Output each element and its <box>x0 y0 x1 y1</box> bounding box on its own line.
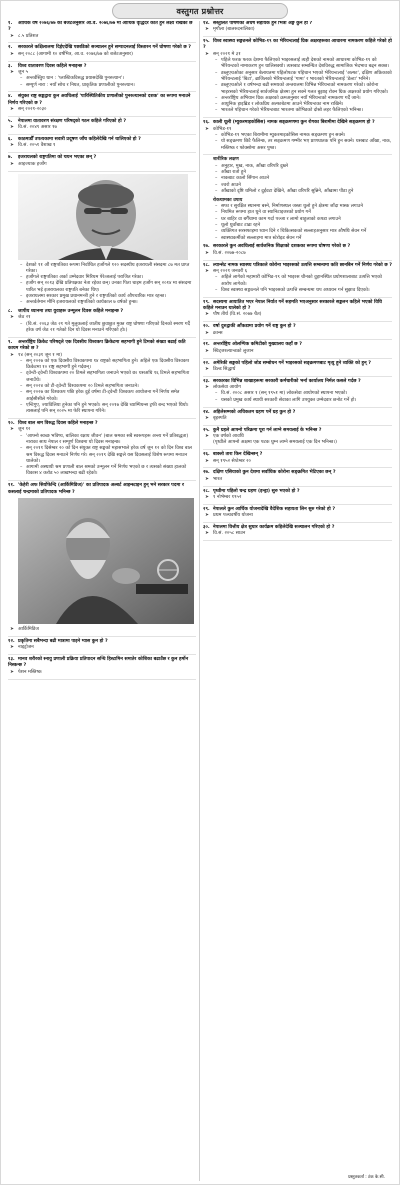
question-number: १९. <box>203 299 210 305</box>
bullet-note: – आँखाको दृष्टि धमिलो र दुईवटा देखिने, आँखा वरिपरि सुन्निने, आँखामा पीडा हुने <box>203 189 392 195</box>
question-number: ११. <box>8 483 15 489</box>
qa-item <box>203 342 392 355</box>
answer <box>8 52 196 58</box>
answer-text: वि.सं. २०५१ वैशाख १ <box>18 143 56 149</box>
divider <box>8 152 196 153</box>
answer <box>203 440 392 446</box>
question-text: जापीय ध्यानमा तथा युवाहरू उन्मूलन दिवस कहिले मनाइन्छ ? <box>18 309 124 315</box>
question <box>8 340 196 353</box>
answer-text: पौष तीर्थ (वि.सं. २०७७ चैत) <box>213 312 262 318</box>
arrow-icon: ➤ <box>205 494 209 500</box>
arrow-icon: ➤ <box>205 312 209 318</box>
qa-item <box>203 198 392 242</box>
divider <box>8 42 196 43</box>
arrow-icon: ➤ <box>205 27 209 33</box>
question-number: २१. <box>203 342 210 348</box>
answer <box>203 27 392 33</box>
qa-item <box>8 421 196 478</box>
qa-item <box>8 309 196 334</box>
question-number: २३. <box>203 378 210 384</box>
bullet-note: – सन् २०२४ को टी-ट्वेन्टी विश्वकपमा २० टिमले सहभागिता जनाउने। <box>8 384 196 390</box>
qa-item <box>203 470 392 483</box>
left-column <box>5 21 200 1181</box>
answer <box>8 34 196 40</box>
question-number: ३०. <box>203 524 210 530</box>
qa-item <box>8 155 196 168</box>
bullet-note: – विश्व स्वास्थ्य सङ्गठनले पनि भाइरसको उत्पत्ति सम्बन्धमा थप अध्ययन गर्न सुझाव दिएको। <box>203 288 392 294</box>
arrow-icon: ➤ <box>10 69 14 75</box>
qa-item <box>8 483 196 633</box>
question-text: 'केहेरी अफ सिर्योफेन्दि (आर्किमिडिज)' का प्रतिपादक अल्बर्ट आइन्स्टाइन हुन् भने सरकार पदमा र कसलाई चन्द्रमाको प्रतिपादक भनिन्छ ? <box>8 483 184 495</box>
question-number: ८. <box>8 309 13 315</box>
arrow-icon: ➤ <box>10 51 14 57</box>
divider <box>8 679 196 680</box>
question-number: १८. <box>203 262 210 268</box>
bullet-note: – आधुनिक हाइब्रिड र लोकप्रिय अल्फाबेटमा आउने भेरियन्टका नाम राखिने। <box>203 102 392 108</box>
divider <box>8 337 196 338</box>
question-text: इजरायलको राष्ट्रपतिमा को चयन भएका छन् ? <box>18 155 97 161</box>
answer <box>203 459 392 465</box>
qa-item <box>8 64 196 89</box>
question-text: सदस्यमा आयातित भएर नेपाल निर्यात गर्ने सहमति भएअनुसार सरकारले सङ्कलन कहिले भएको विधि कहिले मनाउन थालेको हो ? <box>203 299 382 312</box>
arrow-icon: ➤ <box>10 669 14 675</box>
question-text: सरकारले कक्षिलालमा दिईएदेखि पछाडिको सञ्चालन हुने सम्पादनलाई विस्तारन गर्ने घोषणा गरेको छ ? <box>18 45 191 51</box>
bullet-note: – हर्जोगले राष्ट्रपतिका अर्का उम्मेदवार मिरियम पेरेत्जलाई पराजित गरेका। <box>8 275 196 281</box>
answer <box>203 312 392 318</box>
question-text: विश्व बाल श्रम विरुद्ध दिवस कहिले मनाइन्छ ? <box>18 421 98 427</box>
arrow-icon: ➤ <box>10 33 14 39</box>
portrait-illustration <box>18 174 188 260</box>
bullet-note: – यो सङ्क्रमण छिटै फैलिन्छ, तर सङ्क्रमण गम्भीर भए प्राणघातक पनि हुन सक्ने। यसबाट आँखा, नाक, मस्तिष्क र फोक्सोमा असर पुग्छ। <box>203 139 392 152</box>
answer-text: क्रान्स <box>213 330 223 336</box>
qa-item <box>203 489 392 502</box>
arrow-icon: ➤ <box>205 385 209 391</box>
bullet-note: – नाकबाट कालो सिँगान आउने <box>203 176 392 182</box>
answer-text: सन् १९५२ सेप्टेम्बर २० <box>213 458 251 464</box>
answer-text: स्विट्जरल्यान्डको लुजान <box>213 348 254 354</box>
qa-item <box>203 120 392 151</box>
answer <box>8 627 196 633</box>
divider <box>8 91 196 92</box>
arrow-icon: ➤ <box>10 352 14 358</box>
divider <box>8 134 196 135</box>
bullet-note: – व्यक्तिगत सरसफाइमा ध्यान दिने र चिकित्सकको सल्लाहअनुसार मात्र औषधि सेवन गर्ने <box>203 229 392 235</box>
answer-text: भारत <box>213 476 223 482</box>
answer-text: मृगौला (बालरुदनालिका) <box>213 27 255 33</box>
divider <box>8 654 196 655</box>
divider <box>203 36 392 37</box>
question-text: वर्षा दुरुद्वाकी आँकडामा प्रयोग गर्ने राष्ट्र कुन हो ? <box>213 324 296 330</box>
question-text: कुनै ग्रहले आफ्नो परिक्रमा पूरा गर्न लाग्ने समयलाई के भनिन्छ ? <box>213 427 322 433</box>
qa-item <box>8 45 196 58</box>
bullet-note: – घर बाहिर वा बगैँचामा काम गर्दा पञ्जा र लामो बाहुलाको कपडा लगाउने <box>203 217 392 223</box>
question-text: नेपालले कुन आर्थिक योजनादेखि वैदेशिक सहायता लिन सुरु गरेको हो ? <box>213 506 336 512</box>
divider <box>203 339 392 340</box>
arrow-icon: ➤ <box>205 366 209 372</box>
answer <box>203 495 392 501</box>
divider <box>203 486 392 487</box>
arrow-icon: ➤ <box>205 434 209 440</box>
question-text: आर्थिक वर्ष २०७६/७७ को बजेटअनुसार आ.व. २०७६/७७ मा आर्थिक वृद्धिदर कति हुने लक्ष्य राखेको छ ? <box>8 21 193 33</box>
divider <box>203 260 392 261</box>
question-text: अमेरिकी सङ्घको पहिलो जोड सम्बोधन गर्ने भाइरसको सङ्क्रमणबाट मृत्यु हुने व्यक्ति को हुन् ? <box>213 360 371 366</box>
answer-text: नाइट्रोजन <box>18 645 34 651</box>
question-number: ३. <box>8 63 13 69</box>
bullet-note: – हर्जोग सन् २०१३ देखि प्रतिपक्षका नेता रहेका छन्। उनका पिता चाइम हर्जोग सन् २०१४ मा संसदमा पारित भई इजरायलका राष्ट्रपति बनेका थिए। <box>8 281 196 294</box>
qa-item <box>8 119 196 132</box>
bullet-note: – अन्तर्वर्तमान मौनि इजरायलको राष्ट्रपतिको कार्यकाल ७ वर्षको हुन्छ। <box>8 300 196 306</box>
answer <box>203 367 392 373</box>
bullet-note: – ट्वेन्टी-ट्वेन्टी विश्वकपमा २० टिमले सहभागिता जनाउने भएको छ। यसअघि १६ टिमले सहभागिता जनाउँथे। <box>8 371 196 384</box>
answer-text: डिल्ड सिद्धार्थ <box>213 366 236 372</box>
bullet-note: – डब्लुएचओका अनुसार बेलायतमा पहिलोपटक पहिचान भएको भेरियन्टलाई 'अल्फा', दक्षिण अफ्रिकाको भेरियन्टलाई 'बिटा', ब्राजिलको भेरियन्टलाई 'गामा' र भारतको भेरियन्टलाई 'डेल्टा' भनिने। <box>203 71 392 84</box>
portrait-isaac-herzog <box>18 174 188 260</box>
bullet-note: – नियमित रूपमा हात धुने वा स्यानिटाइजरको प्रयोग गर्ने <box>203 210 392 216</box>
arrow-icon: ➤ <box>10 125 14 131</box>
qa-item <box>203 379 392 404</box>
question-number: १३. <box>8 657 15 663</box>
arrow-icon: ➤ <box>205 126 209 132</box>
qa-item <box>203 39 392 115</box>
bullet-note: – धूलो धुवाँबाट टाढा रहने <box>203 223 392 229</box>
bullet-note: – आँखा रातो हुने <box>203 170 392 176</box>
answer <box>203 531 392 537</box>
answer-text: बृहस्पति <box>213 415 227 421</box>
answer-text: सन् २०२१ मे ३१ <box>213 51 241 57</box>
page-title: वस्तुगत प्रश्नोत्तर <box>112 3 288 19</box>
answer <box>8 645 196 651</box>
qa-item <box>8 174 196 307</box>
bullet-note: – सम्पूर्ण नारा : नयाँ सोच र नियत, प्राकृतिक प्रणालीको पुनरुत्थान। <box>8 83 196 89</box>
divider <box>8 116 196 117</box>
question-text: पृथ्वीमा पहिलो चन्द्र ग्रहण (इन्ड्रा) सुरु भएको हो ? <box>213 488 300 494</box>
bullet-note: – (वि.सं. २०६३ जेठ २१ गते मुलुकलाई जातीय छुवाछुत मुक्त राष्ट्र घोषणा गरिएको दिनको स्मरण गर्दै हरेक वर्ष जेठ २१ गतेको दिन यो दिवस मनाउने गरिएको हो।) <box>8 322 196 335</box>
question-number: ७. <box>8 155 13 161</box>
bullet-note: – देशको ११ औं राष्ट्रपतिका रूपमा निर्वाचित हर्जोगले १२० सदस्यीय इजरायली संसदमा ८७ मत प्राप्त गरेका। <box>8 263 196 276</box>
divider <box>8 418 196 419</box>
answer <box>8 125 196 131</box>
bullet-note: – इजरायलमा सरकार प्रमुख प्रधानमन्त्री हुने र राष्ट्रपतिको कार्य औपचारिक मात्र रहन्छ। <box>8 294 196 300</box>
divider <box>8 61 196 62</box>
question-number: २०. <box>203 324 210 330</box>
divider <box>8 636 196 637</box>
question-text: ल्यान्सेट नामक स्वास्थ्य पत्रिकाले कोरोना भाइरसको उत्पत्ति सम्बन्धमा कति छानबिन गर्ने निर्णय गरेको छ ? <box>213 262 393 268</box>
question-number: ६. <box>8 137 13 143</box>
divider <box>203 376 392 377</box>
archimedes-illustration <box>18 498 194 624</box>
question-number: ४. <box>8 94 13 100</box>
question-number: २८. <box>203 488 210 494</box>
question-text: नेपालमा वित्तीय क्षेत्र सुधार कार्यक्रम कहिलेदेखि सञ्चालन गरिएको हो ? <box>213 524 335 530</box>
divider <box>8 171 196 172</box>
question-number: १६. <box>203 120 210 126</box>
sub-heading: शारीरिक लक्षण <box>213 157 239 163</box>
answer <box>8 670 196 676</box>
qa-item <box>203 157 392 195</box>
header <box>1 1 399 21</box>
question <box>8 94 196 107</box>
qa-item <box>203 507 392 520</box>
question-text: अन्तर्राष्ट्रिय ओलम्पिक कमिटीको मुख्यालय कहाँ छ ? <box>213 342 302 348</box>
answer-text: वि.सं. २०५८ साउन <box>213 531 246 537</box>
arrow-icon: ➤ <box>10 645 14 651</box>
answer-text: प्रथम पञ्चवर्षीय योजना <box>213 513 253 519</box>
bullet-note: – एन्टिगुए, ज्याविलिया हुनेका पनि हुने भएको। सन् २०१७ देखि च्याम्पियन्स ट्रफी बन्द भएको थियो। त्यसलाई पनि सन् २०२५ मा फेरि स्थापना गरिने। <box>8 403 196 416</box>
question-text: सस्तुलित पोषणको अधर्ष सहायक हुने भित्री अङ्ग कुन हो ? <box>213 21 313 26</box>
answer-text: सन् २०२१ जनवरी ६ <box>213 268 248 274</box>
answer-text: लोकसेवा आयोग <box>213 385 241 391</box>
question-text: अन्तर्राष्ट्रिय क्रिकेट परिषद्ले एक दिवसीय विश्वकप क्रिकेटमा सहभागी हुने टिमको संख्या बढाई कति कायम गरेको छ ? <box>8 339 186 352</box>
answer <box>8 143 196 149</box>
question-number: २२. <box>203 360 210 366</box>
question-number: २५. <box>203 427 210 433</box>
question-number: १४. <box>203 21 210 26</box>
qa-item <box>203 324 392 337</box>
question-number: २. <box>8 45 13 51</box>
columns <box>1 21 399 1181</box>
answer <box>203 331 392 337</box>
answer-text: कोभिड-१९ <box>213 126 232 132</box>
bullet-note: – ज्वरो आउने <box>203 183 392 189</box>
qa-item <box>8 137 196 150</box>
question-number: १२. <box>8 638 15 644</box>
answer-text: वि.सं. २०७७-२०८७ <box>213 250 246 256</box>
arrow-icon: ➤ <box>205 531 209 537</box>
arrow-icon: ➤ <box>205 268 209 274</box>
bullet-note: – पहिले फरक फरक देशमा फैलिएको भाइरसलाई त्यही देशको नामको आधारमा कोभिड-१९ को भेरियन्टको नामाकरण हुन थालिसक्यो। त्यसबाट सम्बन्धित देशविरुद्ध सामाजिक भेदभाव बढ्न सक्छ। <box>203 58 392 71</box>
answer-text: (पृथ्वीले आफ्नो अक्षमा एक पटक घुम्न लाग्ने समयलाई एक दिन भनिन्छ।) <box>213 440 337 446</box>
divider <box>8 480 196 481</box>
divider <box>203 358 392 359</box>
question-number: २९. <box>203 506 210 512</box>
answer-text: सन् २०८८ (आगामी १० वर्षभित्र, आ.व. २०७६/७७ को बजेटअनुसार) <box>18 51 133 57</box>
answer-text: पेशन मस्तिष्क <box>18 669 42 675</box>
question-text: दक्षिण एसियाको कुन देशमा सर्वाधिक कोरोना सङ्क्रमित भेटिएका छन् ? <box>213 470 336 476</box>
sub-heading: रोकथामका उपाय <box>213 197 243 203</box>
bullet-note: – आगामी अस्थायी श्रम प्रणाली बाल श्रमको उन्मूलन गर्ने निर्णय भएको छ र त्यसको संख्या हालको विकास ४ करोड ५० लाखभन्दा बढी रहेको। <box>8 465 196 478</box>
divider <box>203 425 392 426</box>
arrow-icon: ➤ <box>10 315 14 321</box>
qa-item <box>203 300 392 319</box>
answer <box>203 349 392 355</box>
answer <box>203 416 392 422</box>
question-number: १७. <box>203 244 210 250</box>
arrow-icon: ➤ <box>205 348 209 354</box>
answer <box>203 477 392 483</box>
question <box>8 21 196 34</box>
bullet-note: – कोभिड-१९ भएका बिरामीमा म्युकरमाइकोसिस नामक सङ्क्रमण हुन सक्ने। <box>203 133 392 139</box>
answer <box>8 107 196 113</box>
answer <box>203 251 392 257</box>
arrow-icon: ➤ <box>10 107 14 113</box>
question-text: काली धूली (म्युकरमाइकोसिस) नामक सङ्क्रमणमा कुन रोगका बिरामीमा देखिने सङ्क्रमण हो ? <box>213 120 375 126</box>
answer-text: जुन १२ <box>18 427 31 433</box>
bullet-note: – अन्तर्राष्ट्रिय अभियान ग्रिक अक्षरको क्रमअनुसार नयाँ भेरियन्टको नामकरण गर्दै जाने। <box>203 96 392 102</box>
qa-item <box>203 263 392 294</box>
divider <box>203 321 392 322</box>
arrow-icon: ➤ <box>10 626 14 632</box>
arrow-icon: ➤ <box>205 250 209 256</box>
bullet-note: – अनुहार, मुख, नाक, आँखा वरिपरि दुख्ने <box>203 164 392 170</box>
qa-item <box>203 21 392 34</box>
arrow-icon: ➤ <box>10 427 14 433</box>
bullet-note: – भारतले पहिचान गरेको भेरियन्टबाट भारतमा कोभिडको दोस्रो लहर फैलिएको भनिन्छ। <box>203 108 392 114</box>
answer-text: वि.सं. २०४९ असार १७ <box>18 125 57 131</box>
question-text: काठमाडौँ उपत्यकामा सवारी प्रदूषण जाँच कहिलेदेखि गर्न थालिएको हो ? <box>18 137 141 143</box>
question-text: मानव शरीरको स्नायु प्रणाली प्रक्रिया प्रतिपादन सन्धि हिस्टामिन समातेर कोशिका बढाउँछ र कुन हर्मोन निस्कन्छ ? <box>8 657 189 669</box>
question-text: सरकारले कुन अवधिलाई सार्वजनिक शिक्षाको दशकका रूपमा घोषणा गरेको छ ? <box>213 244 351 250</box>
question <box>203 300 392 313</box>
bullet-note: – डब्लुएचओले १ वर्षभन्दा बढी समयको अन्तरालमा विभिन्न भेरियन्टको नामकरण गरेको। कोरोना भाइरसको भेरियन्टलाई सार्वजनिक क्षेत्रमा हुन सक्ने गलत बुझाइ रोक्न ग्रिक अक्षरको प्रयोग गरिएको। <box>203 83 392 96</box>
bullet-note: – वि.सं. २००८ असार १ (सन् १९५१ मा) लोकसेवा आयोगको स्थापना भएको। <box>203 391 392 397</box>
question-number: १. <box>8 21 13 26</box>
divider <box>203 504 392 505</box>
question-text: सरकारका विभिन्न शाखाहरूमा सरकारी कर्मचारीको भर्ना कार्यालय निर्मल कसले गर्दछ ? <box>213 378 361 384</box>
bullet-note: – अन्तर्वस्तुिय थान : 'प्लास्टिकविरुद्ध प्रयासदेखि पुनरुत्थान'। <box>8 76 196 82</box>
divider <box>203 540 392 541</box>
arrow-icon: ➤ <box>205 51 209 57</box>
divider <box>203 117 392 118</box>
divider <box>203 449 392 450</box>
qa-item <box>203 410 392 423</box>
qa-item <box>8 340 196 416</box>
answer-text: जुन ५ <box>18 69 29 75</box>
answer-text: आइज्याक हर्जोग <box>18 161 47 167</box>
question-text: अहिलेसम्मको अधिकतम ग्रहण पर्ने ग्रह कुन हो ? <box>213 409 296 415</box>
right-column <box>200 21 395 1181</box>
answer-text: सन् २०२१-२०३० <box>18 107 47 113</box>
bullet-note: – सन् २०२७ को एक दिवसीय विश्वकपमा १४ राष्ट्रको सहभागिता हुने। अहिले एक दिवसीय विश्वकप क्रिकेटमा १० राष्ट्र सहभागी हुने गर्दछन्। <box>8 359 196 372</box>
qa-item <box>203 361 392 374</box>
qa-item <box>203 244 392 257</box>
question-text: विश्व वातावरण दिवस कहिले मनाइन्छ ? <box>18 63 87 69</box>
bullet-note: – स्वास्थ्यकर्मीको सल्लाहमा मात्र स्टेरोइड सेवन गर्ने <box>203 236 392 242</box>
presenter-credit: प्रस्तुतकर्ता : टंक के.सी. <box>348 1175 385 1180</box>
bullet-note: – सफा र सुरक्षित स्थानमा बस्ने, निर्माणस्थल जस्ता धुलो हुने क्षेत्रमा जाँदा मास्क लगाउने <box>203 204 392 210</box>
question-number: १५. <box>203 39 210 45</box>
divider <box>203 467 392 468</box>
qa-item <box>8 657 196 676</box>
question-number: २६. <box>203 452 210 458</box>
qa-item <box>203 452 392 465</box>
question-number: २४. <box>203 409 210 415</box>
question <box>8 657 196 670</box>
question <box>8 483 196 496</box>
answer-text: आर्किमिडिज <box>18 626 39 632</box>
portrait-archimedes <box>18 498 194 624</box>
qa-item <box>8 639 196 652</box>
bullet-note: – अहिले लागेको महामारी कोभिड-१९ को भाइरस चीनको वुहानस्थित प्रयोगशालाबाट उत्पत्ति भएको आरोप लागेको। <box>203 275 392 288</box>
divider <box>203 297 392 298</box>
answer <box>8 162 196 168</box>
question-text: विश्व स्वास्थ्य सङ्गठनले कोभिड-१९ का भेरियन्टलाई ग्रिक अक्षरहरूका आधारमा नामकरण कहिले गरेको हो ? <box>203 39 392 51</box>
question-text: नेपालमा वातावरण संरक्षण परिषद्को गठन कहिले गरिएको हो ? <box>18 118 127 124</box>
bullet-note: – सन् २०११ दिसेम्बर २० को दिन संयुक्त राष्ट्र सङ्घको महासभाले हरेक वर्ष जुन १२ को दिन विश्व बाल श्रम विरुद्ध दिवस मनाउने निर्णय गरे। सन् २०१९ देखि सङ्घले यस दिवसलाई विशेष रूपमा मनाउन थालेको। <box>8 446 196 465</box>
answer-text: १४ (सन् २०३१ जून १ मा) <box>18 352 63 358</box>
divider <box>203 154 392 155</box>
arrow-icon: ➤ <box>205 476 209 482</box>
bullet-note: – यसको प्रमुख कार्य स्थायी सरकारी सेवाका लागि उपयुक्त उम्मेदवार छनोट गर्ने हो। <box>203 398 392 404</box>
arrow-icon: ➤ <box>10 143 14 149</box>
question-number: ९. <box>8 339 13 345</box>
arrow-icon: ➤ <box>205 415 209 421</box>
question <box>203 39 392 52</box>
arrow-icon: ➤ <box>10 161 14 167</box>
question-number: ५. <box>8 118 13 124</box>
divider <box>203 522 392 523</box>
qa-item <box>203 525 392 538</box>
answer-text: जेठ २१ <box>18 315 31 321</box>
question-text: बाक्लो तारा किन देखिन्छन् ? <box>213 452 263 458</box>
question-text: प्रकृतिमा सबैभन्दा बढी मात्रामा पाइने ग्यास कुन हो ? <box>18 638 108 644</box>
arrow-icon: ➤ <box>205 330 209 336</box>
question-number: १०. <box>8 421 15 427</box>
qa-item <box>203 428 392 447</box>
answer-text: एक वर्षको आवधि <box>213 434 244 440</box>
divider <box>203 407 392 408</box>
answer <box>203 513 392 519</box>
question-text: संयुक्त राष्ट्र सङ्घद्वारा कुन अवधिलाई 'पारिस्थितिकीय प्रणालीको पुनरुत्थानको दशक' का रूपमा मनाउने निर्णय गरिएको छ ? <box>8 94 191 106</box>
qa-item <box>8 94 196 113</box>
bullet-note: – सन् २०२७ का विश्वकप पछि हरेक दुई वर्षमा टी-ट्वेन्टी विश्वकप आयोजना गर्ने निर्णय समेत आईसीसीले गरेको। <box>8 390 196 403</box>
question-number: २७. <box>203 470 210 476</box>
arrow-icon: ➤ <box>205 458 209 464</box>
qa-item <box>8 21 196 40</box>
bullet-note: – 'आफ्नो स्वच्छ भविष्य, बालिका रक्षाय जीवन' (बाल श्रमका सबै स्वरूपहरू अन्त्य गर्ने प्रतिबद्धता) नाराका साथ नेपाल र सम्पूर्ण विश्वमा यो दिवस मनाइन्छ। <box>8 434 196 447</box>
arrow-icon: ➤ <box>205 513 209 519</box>
answer-text: ८.५ प्रतिशत <box>18 33 39 39</box>
answer-text: १ नोभेम्बर १९५२ <box>213 494 242 500</box>
